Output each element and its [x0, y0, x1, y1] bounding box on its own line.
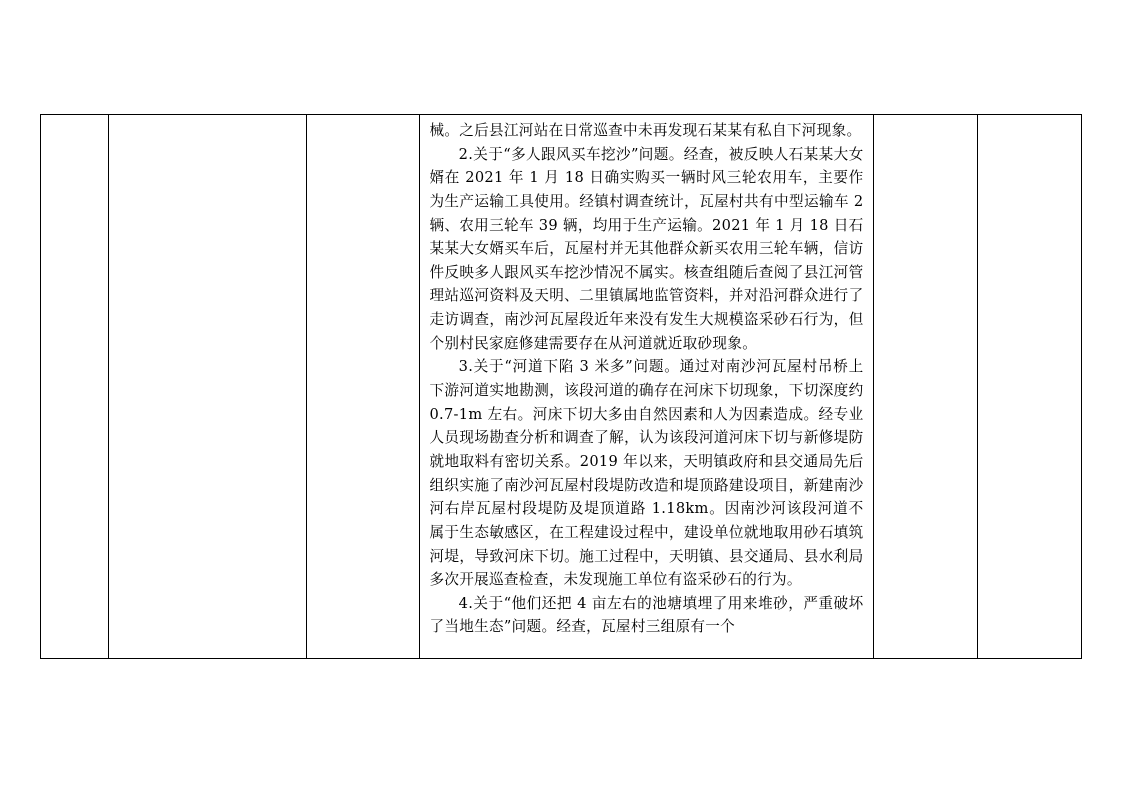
- findings-paragraph-3: 3.关于“河道下陷 3 米多”问题。通过对南沙河瓦屋村吊桥上下游河道实地勘测，该段河道的确存在河床下切现象，下切深度约 0.7-1m 左右。河床下切大多由自然因素和人为因素造成。经专业人员现场勘查分析和调查了解，认为该段河道河床下切与新修堤防就地取料有密切关系。2019 年以来，天明镇政府和县交通局先后组织实施了南沙河瓦屋村段堤防改造和堤顶路建设项目，新建南沙河右岸瓦屋村段堤防及堤顶道路 1.18km。因南沙河该段河道不属于生态敏感区，在工程建设过程中，建设单位就地取用砂石填筑河堤，导致河床下切。施工过程中，天明镇、县交通局、县水利局多次开展巡查检查，未发现施工单位有盗采砂石的行为。: [429, 358, 864, 589]
- cell-remarks: [977, 115, 1081, 659]
- cell-case-source: [108, 115, 306, 659]
- findings-text: [420, 115, 872, 639]
- table-row: [41, 115, 1082, 659]
- cell-handling-result: [873, 115, 977, 659]
- cell-reported-issue: [307, 115, 420, 659]
- cell-serial-number: [41, 115, 109, 659]
- findings-paragraph-1: 械。之后县江河站在日常巡查中未再发现石某某有私自下河现象。: [429, 122, 862, 139]
- findings-paragraph-2: 2.关于“多人跟风买车挖沙”问题。经查，被反映人石某某大女婿在 2021 年 1 月 18 日确实购买一辆时风三轮农用车，主要作为生产运输工具使用。经镇村调查统计，瓦屋村共有中型运输车 2 辆、农用三轮车 39 辆，均用于生产运输。2021 年 1 月 18 日石某某大女婿买车后，瓦屋村并无其他群众新买农用三轮车辆，信访件反映多人跟风买车挖沙情况不属实。核查组随后查阅了县江河管理站巡河资料及天明、二里镇属地监管资料，并对沿河群众进行了走访调查，南沙河瓦屋段近年来没有发生大规模盗采砂石行为，但个别村民家庭修建需要存在从河道就近取砂现象。: [429, 145, 864, 352]
- investigation-table: [40, 114, 1082, 659]
- cell-investigation-findings: [420, 115, 873, 659]
- findings-paragraph-4: 4.关于“他们还把 4 亩左右的池塘填埋了用来堆砂，严重破坏了当地生态”问题。经查，瓦屋村三组原有一个: [429, 594, 864, 636]
